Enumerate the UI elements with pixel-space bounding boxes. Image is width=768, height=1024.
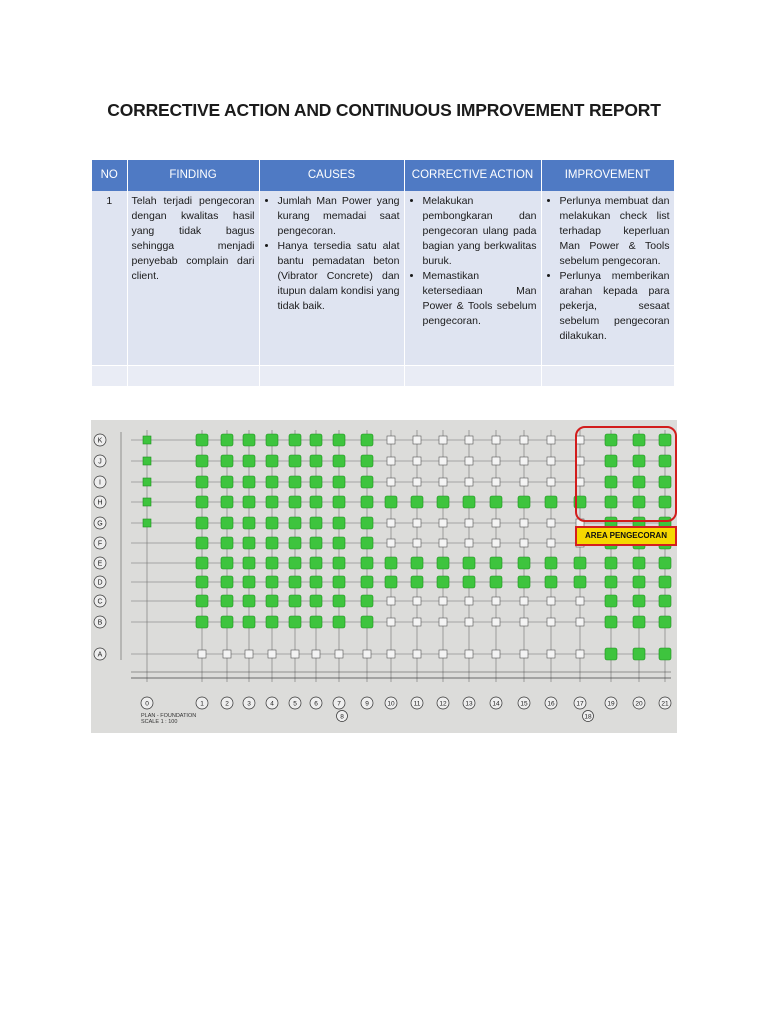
foundation-pad xyxy=(413,597,421,605)
cell-causes xyxy=(259,191,404,365)
foundation-pad xyxy=(574,576,586,588)
foundation-pad xyxy=(266,537,278,549)
improvement-item: • Perlunya memberikan arahan kepada para pekerja, sesaat sebelum pengecoran dilakukan. xyxy=(560,269,670,344)
foundation-pad xyxy=(333,476,345,488)
foundation-pad xyxy=(289,557,301,569)
foundation-pad xyxy=(310,595,322,607)
foundation-pad xyxy=(463,576,475,588)
foundation-pad xyxy=(520,597,528,605)
grid-label-col: 6 xyxy=(314,700,318,708)
foundation-pad xyxy=(363,650,371,658)
foundation-pad xyxy=(289,576,301,588)
foundation-pad xyxy=(143,498,151,506)
foundation-pad xyxy=(605,648,617,660)
foundation-pad xyxy=(439,539,447,547)
foundation-pad xyxy=(196,476,208,488)
grid-label-row: F xyxy=(97,540,103,548)
foundation-pad xyxy=(492,618,500,626)
foundation-pad xyxy=(361,455,373,467)
foundation-pad xyxy=(659,616,671,628)
foundation-pad xyxy=(243,557,255,569)
foundation-pad xyxy=(361,537,373,549)
foundation-pad xyxy=(333,557,345,569)
grid-label-col: 0 xyxy=(145,700,149,708)
grid-label-row: E xyxy=(97,560,103,568)
foundation-pad xyxy=(361,476,373,488)
foundation-pad xyxy=(411,557,423,569)
foundation-pad xyxy=(465,478,473,486)
header-no: NO xyxy=(92,160,127,191)
foundation-pad xyxy=(310,517,322,529)
foundation-pad xyxy=(492,597,500,605)
grid-label-col: 11 xyxy=(413,700,421,708)
grid-label-col: 3 xyxy=(247,700,251,708)
foundation-pad xyxy=(333,434,345,446)
foundation-pad xyxy=(518,576,530,588)
foundation-pad xyxy=(268,650,276,658)
foundation-pad xyxy=(333,576,345,588)
foundation-pad xyxy=(465,436,473,444)
cause-item: • Jumlah Man Power yang kurang memadai saat pengecoran. xyxy=(278,194,400,239)
foundation-pad xyxy=(545,576,557,588)
cell-finding: Telah terjadi pengecoran dengan kwalitas hasil yang tidak bagus sehingga menjadi penyebab complain dari client. xyxy=(127,191,259,365)
foundation-pad xyxy=(266,595,278,607)
grid-label-row: J xyxy=(98,458,102,466)
foundation-pad xyxy=(413,650,421,658)
grid-label-col: 15 xyxy=(520,700,528,708)
foundation-pad xyxy=(520,457,528,465)
foundation-pad xyxy=(221,576,233,588)
foundation-pad xyxy=(221,537,233,549)
foundation-pad xyxy=(520,436,528,444)
foundation-pad xyxy=(547,650,555,658)
foundation-pad xyxy=(266,496,278,508)
header-improvement: IMPROVEMENT xyxy=(541,160,674,191)
foundation-pad xyxy=(520,519,528,527)
foundation-pad xyxy=(387,597,395,605)
foundation-pad xyxy=(387,478,395,486)
foundation-pad xyxy=(361,496,373,508)
foundation-pad xyxy=(221,517,233,529)
foundation-pad xyxy=(633,557,645,569)
foundation-pad xyxy=(547,478,555,486)
foundation-pad xyxy=(266,455,278,467)
foundation-pad xyxy=(310,455,322,467)
foundation-pad xyxy=(310,576,322,588)
foundation-pad xyxy=(545,496,557,508)
foundation-pad xyxy=(223,650,231,658)
grid-label-row: D xyxy=(97,579,103,587)
foundation-pad xyxy=(310,557,322,569)
foundation-pad xyxy=(633,576,645,588)
grid-label-col: 1 xyxy=(200,700,204,708)
foundation-pad xyxy=(266,616,278,628)
foundation-pad xyxy=(387,457,395,465)
corrective-action-item: • Melakukan pembongkaran dan pengecoran ulang pada bagian yang berkwalitas buruk. xyxy=(423,194,537,269)
foundation-pad xyxy=(289,616,301,628)
foundation-pad xyxy=(413,478,421,486)
foundation-pad xyxy=(547,436,555,444)
foundation-pad xyxy=(439,618,447,626)
foundation-pad xyxy=(266,434,278,446)
foundation-pad xyxy=(289,595,301,607)
foundation-pad xyxy=(492,478,500,486)
foundation-pad xyxy=(243,595,255,607)
foundation-pad xyxy=(547,519,555,527)
cell-corrective-action xyxy=(404,191,541,365)
cell-no: 1 xyxy=(92,191,127,365)
foundation-pad xyxy=(659,557,671,569)
foundation-pad xyxy=(196,537,208,549)
foundation-pad xyxy=(492,436,500,444)
foundation-pad xyxy=(385,576,397,588)
foundation-pad xyxy=(659,595,671,607)
foundation-pad xyxy=(245,650,253,658)
foundation-pad xyxy=(196,595,208,607)
table-empty-row xyxy=(92,365,674,386)
foundation-pad xyxy=(439,597,447,605)
foundation-pad xyxy=(385,496,397,508)
foundation-pad xyxy=(387,436,395,444)
grid-label-row: C xyxy=(97,598,103,606)
foundation-pad xyxy=(465,539,473,547)
foundation-pad xyxy=(221,595,233,607)
grid-label-row: H xyxy=(97,499,103,507)
grid-label-col: 21 xyxy=(661,700,669,708)
foundation-pad xyxy=(465,618,473,626)
plan-caption xyxy=(141,713,196,725)
foundation-pad xyxy=(289,537,301,549)
foundation-pad xyxy=(518,496,530,508)
foundation-pad xyxy=(465,519,473,527)
foundation-pad xyxy=(196,576,208,588)
foundation-pad xyxy=(143,478,151,486)
table-header-row xyxy=(92,160,674,191)
foundation-pad xyxy=(465,597,473,605)
foundation-pad xyxy=(361,595,373,607)
foundation-pad xyxy=(385,557,397,569)
foundation-pad xyxy=(312,650,320,658)
foundation-pad xyxy=(492,650,500,658)
foundation-pad xyxy=(333,537,345,549)
foundation-pad xyxy=(413,618,421,626)
foundation-plan-drawing xyxy=(91,420,677,733)
plan-caption-scale: SCALE 1 : 100 xyxy=(141,719,178,725)
foundation-pad xyxy=(221,476,233,488)
foundation-pad xyxy=(143,519,151,527)
foundation-pad xyxy=(465,457,473,465)
foundation-pad xyxy=(465,650,473,658)
foundation-pad xyxy=(659,576,671,588)
foundation-pad xyxy=(291,650,299,658)
foundation-pad xyxy=(198,650,206,658)
foundation-pad xyxy=(439,457,447,465)
foundation-pad xyxy=(411,496,423,508)
foundation-pad xyxy=(463,557,475,569)
foundation-pad xyxy=(361,434,373,446)
foundation-pad xyxy=(520,478,528,486)
foundation-pad xyxy=(520,618,528,626)
foundation-pad xyxy=(196,434,208,446)
foundation-pad xyxy=(437,496,449,508)
foundation-pad xyxy=(387,539,395,547)
foundation-pad xyxy=(490,576,502,588)
foundation-pad xyxy=(361,576,373,588)
foundation-pad xyxy=(605,576,617,588)
foundation-pad xyxy=(361,517,373,529)
grid-label-col: 20 xyxy=(635,700,643,708)
foundation-pad xyxy=(310,496,322,508)
header-causes: CAUSES xyxy=(259,160,404,191)
foundation-pad xyxy=(576,618,584,626)
foundation-pad xyxy=(492,539,500,547)
foundation-pad xyxy=(413,436,421,444)
foundation-pad xyxy=(243,576,255,588)
grid-label-col: 10 xyxy=(387,700,395,708)
foundation-pad xyxy=(221,557,233,569)
foundation-pad xyxy=(310,537,322,549)
foundation-pad xyxy=(243,476,255,488)
header-finding: FINDING xyxy=(127,160,259,191)
foundation-pad xyxy=(605,557,617,569)
foundation-pad xyxy=(221,434,233,446)
grid-label-row: A xyxy=(97,651,103,659)
foundation-pad xyxy=(289,517,301,529)
foundation-pad xyxy=(605,595,617,607)
foundation-pad xyxy=(266,517,278,529)
foundation-pad xyxy=(547,457,555,465)
foundation-pad xyxy=(333,616,345,628)
foundation-pad xyxy=(633,595,645,607)
foundation-pad xyxy=(289,496,301,508)
plan-caption-title: PLAN - FOUNDATION xyxy=(141,713,197,719)
foundation-pad xyxy=(547,597,555,605)
foundation-pad xyxy=(413,457,421,465)
foundation-pad xyxy=(413,519,421,527)
grid-label-row: K xyxy=(97,437,103,445)
foundation-pad xyxy=(333,455,345,467)
foundation-pad xyxy=(361,557,373,569)
foundation-pad xyxy=(221,616,233,628)
foundation-pad xyxy=(439,436,447,444)
foundation-pad xyxy=(547,539,555,547)
foundation-pad xyxy=(243,537,255,549)
foundation-pad xyxy=(310,476,322,488)
foundation-pad xyxy=(492,457,500,465)
grid-label-col: 18 xyxy=(584,713,592,721)
foundation-pad xyxy=(310,434,322,446)
foundation-pad xyxy=(143,457,151,465)
report-table xyxy=(92,160,675,386)
grid-label-col: 12 xyxy=(439,700,447,708)
grid-label-row: B xyxy=(97,619,103,627)
foundation-pad xyxy=(361,616,373,628)
foundation-pad xyxy=(196,496,208,508)
foundation-pad xyxy=(221,455,233,467)
foundation-pad xyxy=(196,455,208,467)
grid-label-col: 5 xyxy=(293,700,297,708)
foundation-pad xyxy=(333,517,345,529)
report-title: CORRECTIVE ACTION AND CONTINUOUS IMPROVEMENT REPORT xyxy=(107,100,661,120)
area-pengecoran-label: AREA PENGECORAN xyxy=(575,526,677,546)
foundation-pad xyxy=(520,539,528,547)
foundation-pad xyxy=(266,557,278,569)
foundation-pad xyxy=(518,557,530,569)
foundation-pad xyxy=(243,496,255,508)
corrective-action-item: • Memastikan ketersediaan Man Power & Tools sebelum pengecoran. xyxy=(423,269,537,329)
foundation-pad xyxy=(633,648,645,660)
grid-label-col: 8 xyxy=(340,713,344,721)
foundation-pad xyxy=(547,618,555,626)
foundation-pad xyxy=(289,476,301,488)
foundation-pad xyxy=(243,434,255,446)
foundation-pad xyxy=(143,436,151,444)
foundation-pad xyxy=(576,597,584,605)
foundation-pad xyxy=(333,595,345,607)
foundation-pad xyxy=(605,616,617,628)
foundation-pad xyxy=(633,616,645,628)
foundation-pad xyxy=(196,616,208,628)
foundation-pad xyxy=(243,455,255,467)
improvement-item: • Perlunya membuat dan melakukan check list terhadap keperluan Man Power & Tools sebelum pengecoran. xyxy=(560,194,670,269)
foundation-pad xyxy=(221,496,233,508)
header-corrective-action: CORRECTIVE ACTION xyxy=(404,160,541,191)
foundation-pad xyxy=(545,557,557,569)
foundation-pad xyxy=(439,650,447,658)
foundation-pad xyxy=(659,648,671,660)
grid-label-row: I xyxy=(99,479,101,487)
foundation-pad xyxy=(490,557,502,569)
grid-label-col: 19 xyxy=(607,700,615,708)
grid-label-col: 2 xyxy=(225,700,229,708)
cell-improvement xyxy=(541,191,674,365)
foundation-pad xyxy=(196,517,208,529)
foundation-pad xyxy=(387,519,395,527)
grid-label-col: 9 xyxy=(365,700,369,708)
foundation-pad xyxy=(266,576,278,588)
grid-label-col: 7 xyxy=(337,700,341,708)
foundation-pad xyxy=(333,496,345,508)
foundation-pad xyxy=(490,496,502,508)
foundation-pad xyxy=(437,576,449,588)
foundation-pad xyxy=(243,616,255,628)
foundation-pad xyxy=(437,557,449,569)
cause-item: • Hanya tersedia satu alat bantu pemadatan beton (Vibrator Concrete) dan itupun dalam kondisi yang tidak baik. xyxy=(278,239,400,314)
grid-label-col: 14 xyxy=(492,700,500,708)
foundation-pad xyxy=(439,519,447,527)
foundation-pad xyxy=(463,496,475,508)
foundation-pad xyxy=(289,434,301,446)
grid-label-col: 16 xyxy=(547,700,555,708)
foundation-pad xyxy=(387,618,395,626)
foundation-pad xyxy=(574,557,586,569)
foundation-pad xyxy=(335,650,343,658)
foundation-pad xyxy=(310,616,322,628)
table-row xyxy=(92,191,674,365)
grid-label-col: 13 xyxy=(465,700,473,708)
foundation-pad xyxy=(243,517,255,529)
foundation-pad xyxy=(387,650,395,658)
foundation-pad xyxy=(413,539,421,547)
foundation-pad xyxy=(266,476,278,488)
foundation-pad xyxy=(439,478,447,486)
foundation-pad xyxy=(196,557,208,569)
foundation-pad xyxy=(520,650,528,658)
grid-label-col: 17 xyxy=(576,700,584,708)
foundation-pad xyxy=(492,519,500,527)
foundation-pad xyxy=(289,455,301,467)
pouring-area-highlight xyxy=(575,426,677,522)
grid-label-row: G xyxy=(97,520,103,528)
grid-label-col: 4 xyxy=(270,700,274,708)
foundation-pad xyxy=(576,650,584,658)
foundation-pad xyxy=(411,576,423,588)
